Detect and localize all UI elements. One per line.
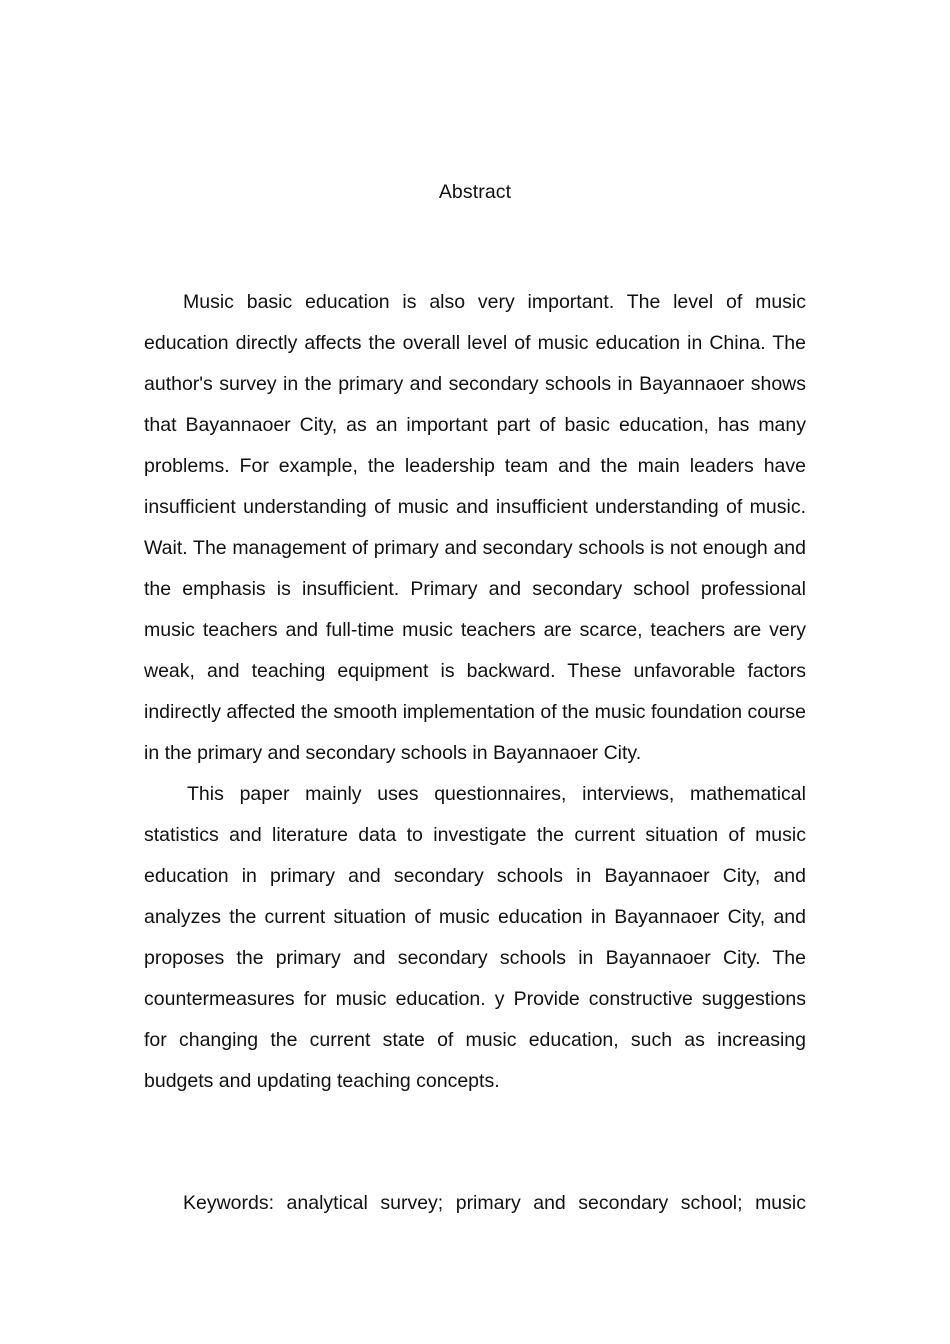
abstract-paragraph: Music basic education is also very important. The level of music education directly affects the overall level of music education in China. The author's survey in the primary and secondary schools in Bayannaoer shows that Bayannaoer City, as an important part of basic education, has many problems. For example, the leadership team and the main leaders have insufficient understanding of music and insufficient understanding of music. Wait. The management of primary and secondary schools is not enough and the emphasis is insufficient. Primary and secondary school professional music teachers and full-time music teachers are scarce, teachers are very weak, and teaching equipment is backward. These unfavorable factors indirectly affected the smooth implementation of the music foundation course in the primary and secondary schools in Bayannaoer City. <box>144 291 806 764</box>
abstract-paragraph: This paper mainly uses questionnaires, interviews, mathematical statistics and literature data to investigate the current situation of music education in primary and secondary schools in Bayannaoer City, and analyzes the current situation of music education in Bayannaoer City, and proposes the primary and secondary schools in Bayannaoer City. The countermeasures for music education. y Provide constructive suggestions for changing the current state of music education, such as increasing budgets and updating teaching concepts. <box>144 783 806 1092</box>
keywords-line: Keywords: analytical survey; primary and secondary school; music <box>183 1192 806 1214</box>
abstract-title: Abstract <box>438 181 512 203</box>
abstract-body <box>144 282 806 1102</box>
